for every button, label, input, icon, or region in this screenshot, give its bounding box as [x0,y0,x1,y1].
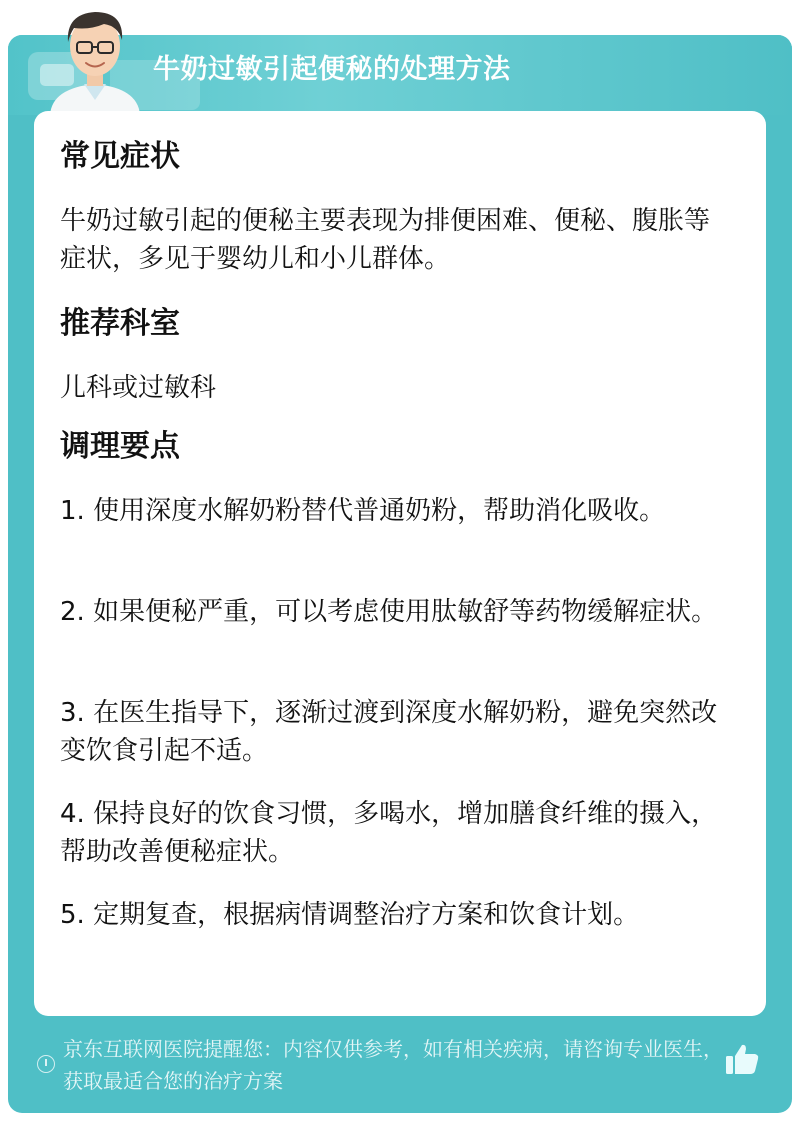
section-heading-care: 调理要点 [60,429,180,464]
symptoms-text: 牛奶过敏引起的便秘主要表现为排便困难、便秘、腹胀等症状，多见于婴幼儿和小儿群体。 [60,206,711,274]
section-heading-symptoms: 常见症状 [60,139,180,174]
info-icon [37,1055,55,1073]
list-item: 4. 保持良好的饮食习惯，多喝水，增加膳食纤维的摄入，帮助改善便秘症状。 [60,799,718,867]
section-heading-department: 推荐科室 [60,306,180,341]
page-title: 牛奶过敏引起便秘的处理方法 [153,54,511,85]
thumbs-up-icon[interactable] [724,1042,760,1076]
department-text: 儿科或过敏科 [60,373,217,403]
content-card [34,111,766,1016]
footer-notice: 京东互联网医院提醒您：内容仅供参考，如有相关疾病，请咨询专业医生，获取最适合您的治疗方案 [63,1037,723,1093]
list-item: 5. 定期复查，根据病情调整治疗方案和饮食计划。 [60,900,640,930]
list-item: 1. 使用深度水解奶粉替代普通奶粉，帮助消化吸收。 [60,496,666,526]
doctor-avatar-icon [40,0,150,115]
list-item: 3. 在医生指导下，逐渐过渡到深度水解奶粉，避免突然改变饮食引起不适。 [60,698,718,766]
list-item: 2. 如果便秘严重，可以考虑使用肽敏舒等药物缓解症状。 [60,597,718,627]
